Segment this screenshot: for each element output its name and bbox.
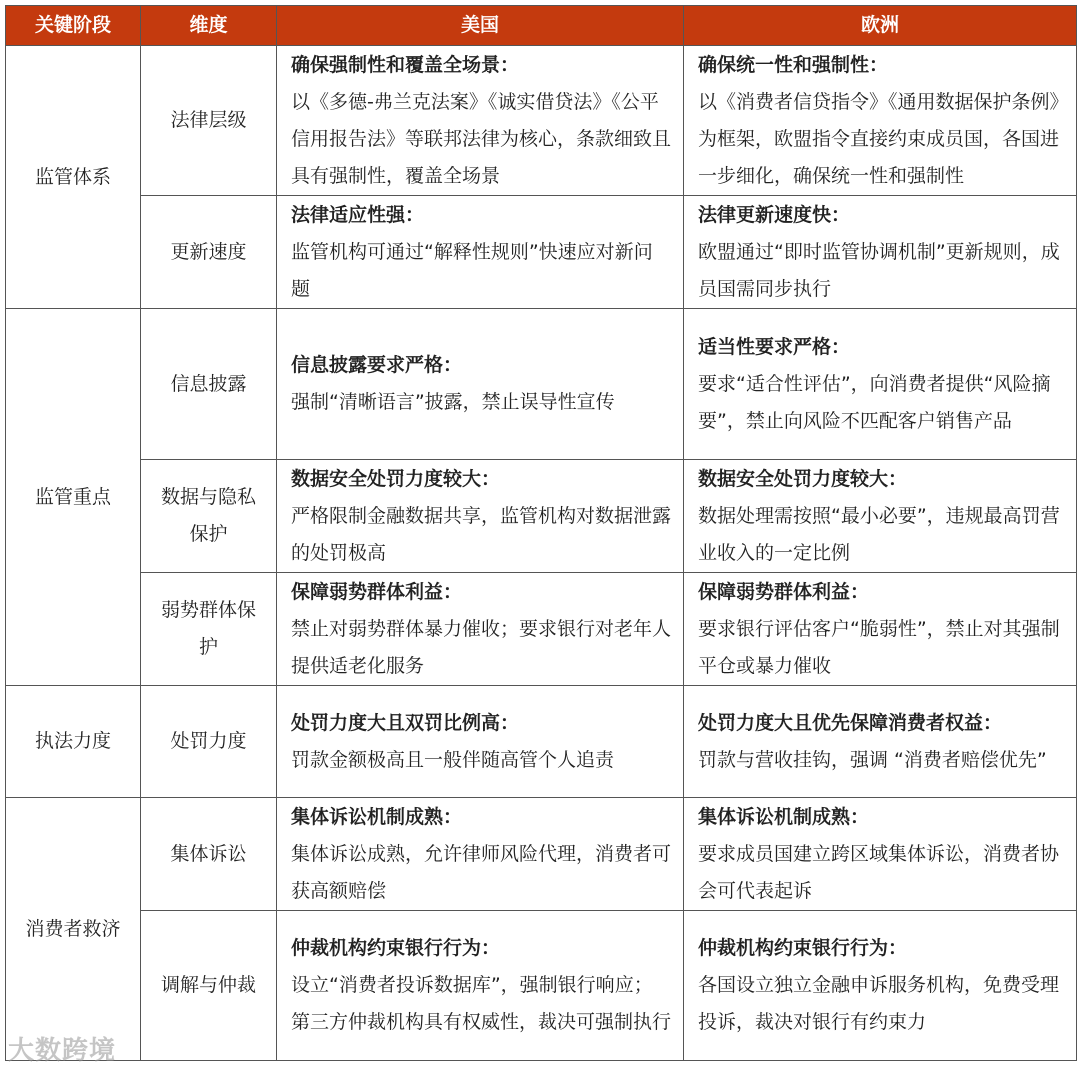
dimension-cell: 法律层级 [141, 46, 277, 196]
us-body: 罚款金额极高且一般伴随高管个人追责 [291, 748, 615, 771]
dimension-cell: 数据与隐私保护 [141, 460, 277, 573]
eu-title: 保障弱势群体利益： [698, 580, 870, 603]
us-body: 设立“消费者投诉数据库”，强制银行响应；第三方仲裁机构具有权威性，裁决可强制执行 [291, 974, 672, 1033]
us-cell [277, 46, 684, 196]
us-cell [277, 460, 684, 573]
dimension-cell: 处罚力度 [141, 686, 277, 798]
eu-cell [684, 196, 1077, 309]
dimension-cell: 弱势群体保护 [141, 573, 277, 686]
us-cell [277, 911, 684, 1061]
stage-cell: 监管重点 [6, 309, 141, 686]
comparison-table [5, 5, 1077, 1061]
eu-cell [684, 46, 1077, 196]
eu-title: 适当性要求严格： [698, 335, 851, 358]
table-row [6, 911, 1077, 1061]
us-title: 确保强制性和覆盖全场景： [291, 53, 520, 76]
us-body: 以《多德-弗兰克法案》《诚实借贷法》《公平信用报告法》等联邦法律为核心，条款细致且具有强制性，覆盖全场景 [291, 90, 672, 187]
us-cell [277, 573, 684, 686]
us-title: 信息披露要求严格： [291, 354, 463, 376]
table-row [6, 460, 1077, 573]
dimension-cell: 信息披露 [141, 309, 277, 460]
header-stage: 关键阶段 [6, 6, 141, 46]
table-row [6, 196, 1077, 309]
us-cell [277, 196, 684, 309]
stage-cell: 监管体系 [6, 46, 141, 309]
eu-body: 各国设立独立金融申诉服务机构，免费受理投诉，裁决对银行有约束力 [698, 974, 1060, 1033]
dimension-cell: 集体诉讼 [141, 798, 277, 911]
eu-title: 仲裁机构约束银行行为： [698, 937, 908, 959]
eu-title: 法律更新速度快： [698, 203, 851, 226]
table-row [6, 309, 1077, 460]
stage-cell: 消费者救济 [6, 798, 141, 1061]
eu-body: 数据处理需按照“最小必要”，违规最高罚营业收入的一定比例 [698, 504, 1060, 564]
watermark-logo: 大数跨境 [8, 1036, 117, 1066]
us-body: 集体诉讼成熟，允许律师风险代理，消费者可获高额赔偿 [291, 842, 672, 902]
eu-title: 处罚力度大且优先保障消费者权益： [698, 711, 1003, 734]
eu-cell [684, 911, 1077, 1061]
eu-cell [684, 798, 1077, 911]
us-title: 处罚力度大且双罚比例高： [291, 711, 520, 734]
eu-body: 罚款与营收挂钩，强调 “消费者赔偿优先” [698, 748, 1047, 771]
eu-cell [684, 573, 1077, 686]
eu-title: 数据安全处罚力度较大： [698, 467, 908, 490]
stage-cell: 执法力度 [6, 686, 141, 798]
us-title: 数据安全处罚力度较大： [291, 467, 501, 490]
us-cell [277, 798, 684, 911]
eu-title: 确保统一性和强制性： [698, 53, 889, 76]
us-cell [277, 309, 684, 460]
us-title: 保障弱势群体利益： [291, 580, 463, 603]
eu-body: 欧盟通过“即时监管协调机制”更新规则，成员国需同步执行 [698, 240, 1060, 300]
us-body: 严格限制金融数据共享，监管机构对数据泄露的处罚极高 [291, 504, 672, 564]
us-cell [277, 686, 684, 798]
eu-body: 以《消费者信贷指令》《通用数据保护条例》为框架，欧盟指令直接约束成员国，各国进一步细化，确保统一性和强制性 [698, 90, 1060, 187]
table-row [6, 573, 1077, 686]
us-title: 仲裁机构约束银行行为： [291, 937, 501, 959]
header-row [6, 6, 1077, 46]
table-row [6, 798, 1077, 911]
eu-body: 要求银行评估客户“脆弱性”，禁止对其强制平仓或暴力催收 [698, 617, 1060, 677]
dimension-cell: 调解与仲裁 [141, 911, 277, 1061]
table-row [6, 46, 1077, 196]
us-title: 集体诉讼机制成熟： [291, 805, 463, 828]
eu-title: 集体诉讼机制成熟： [698, 805, 870, 828]
eu-cell [684, 686, 1077, 798]
eu-body: 要求“适合性评估”，向消费者提供“风险摘要”，禁止向风险不匹配客户销售产品 [698, 372, 1051, 432]
us-body: 监管机构可通过“解释性规则”快速应对新问题 [291, 240, 653, 300]
us-body: 禁止对弱势群体暴力催收；要求银行对老年人提供适老化服务 [291, 617, 672, 677]
header-us: 美国 [277, 6, 684, 46]
eu-cell [684, 309, 1077, 460]
dimension-cell: 更新速度 [141, 196, 277, 309]
us-title: 法律适应性强： [291, 203, 425, 226]
eu-cell [684, 460, 1077, 573]
eu-body: 要求成员国建立跨区域集体诉讼，消费者协会可代表起诉 [698, 842, 1060, 902]
header-eu: 欧洲 [684, 6, 1077, 46]
header-dimension: 维度 [141, 6, 277, 46]
table-row [6, 686, 1077, 798]
us-body: 强制“清晰语言”披露，禁止误导性宣传 [291, 391, 615, 413]
